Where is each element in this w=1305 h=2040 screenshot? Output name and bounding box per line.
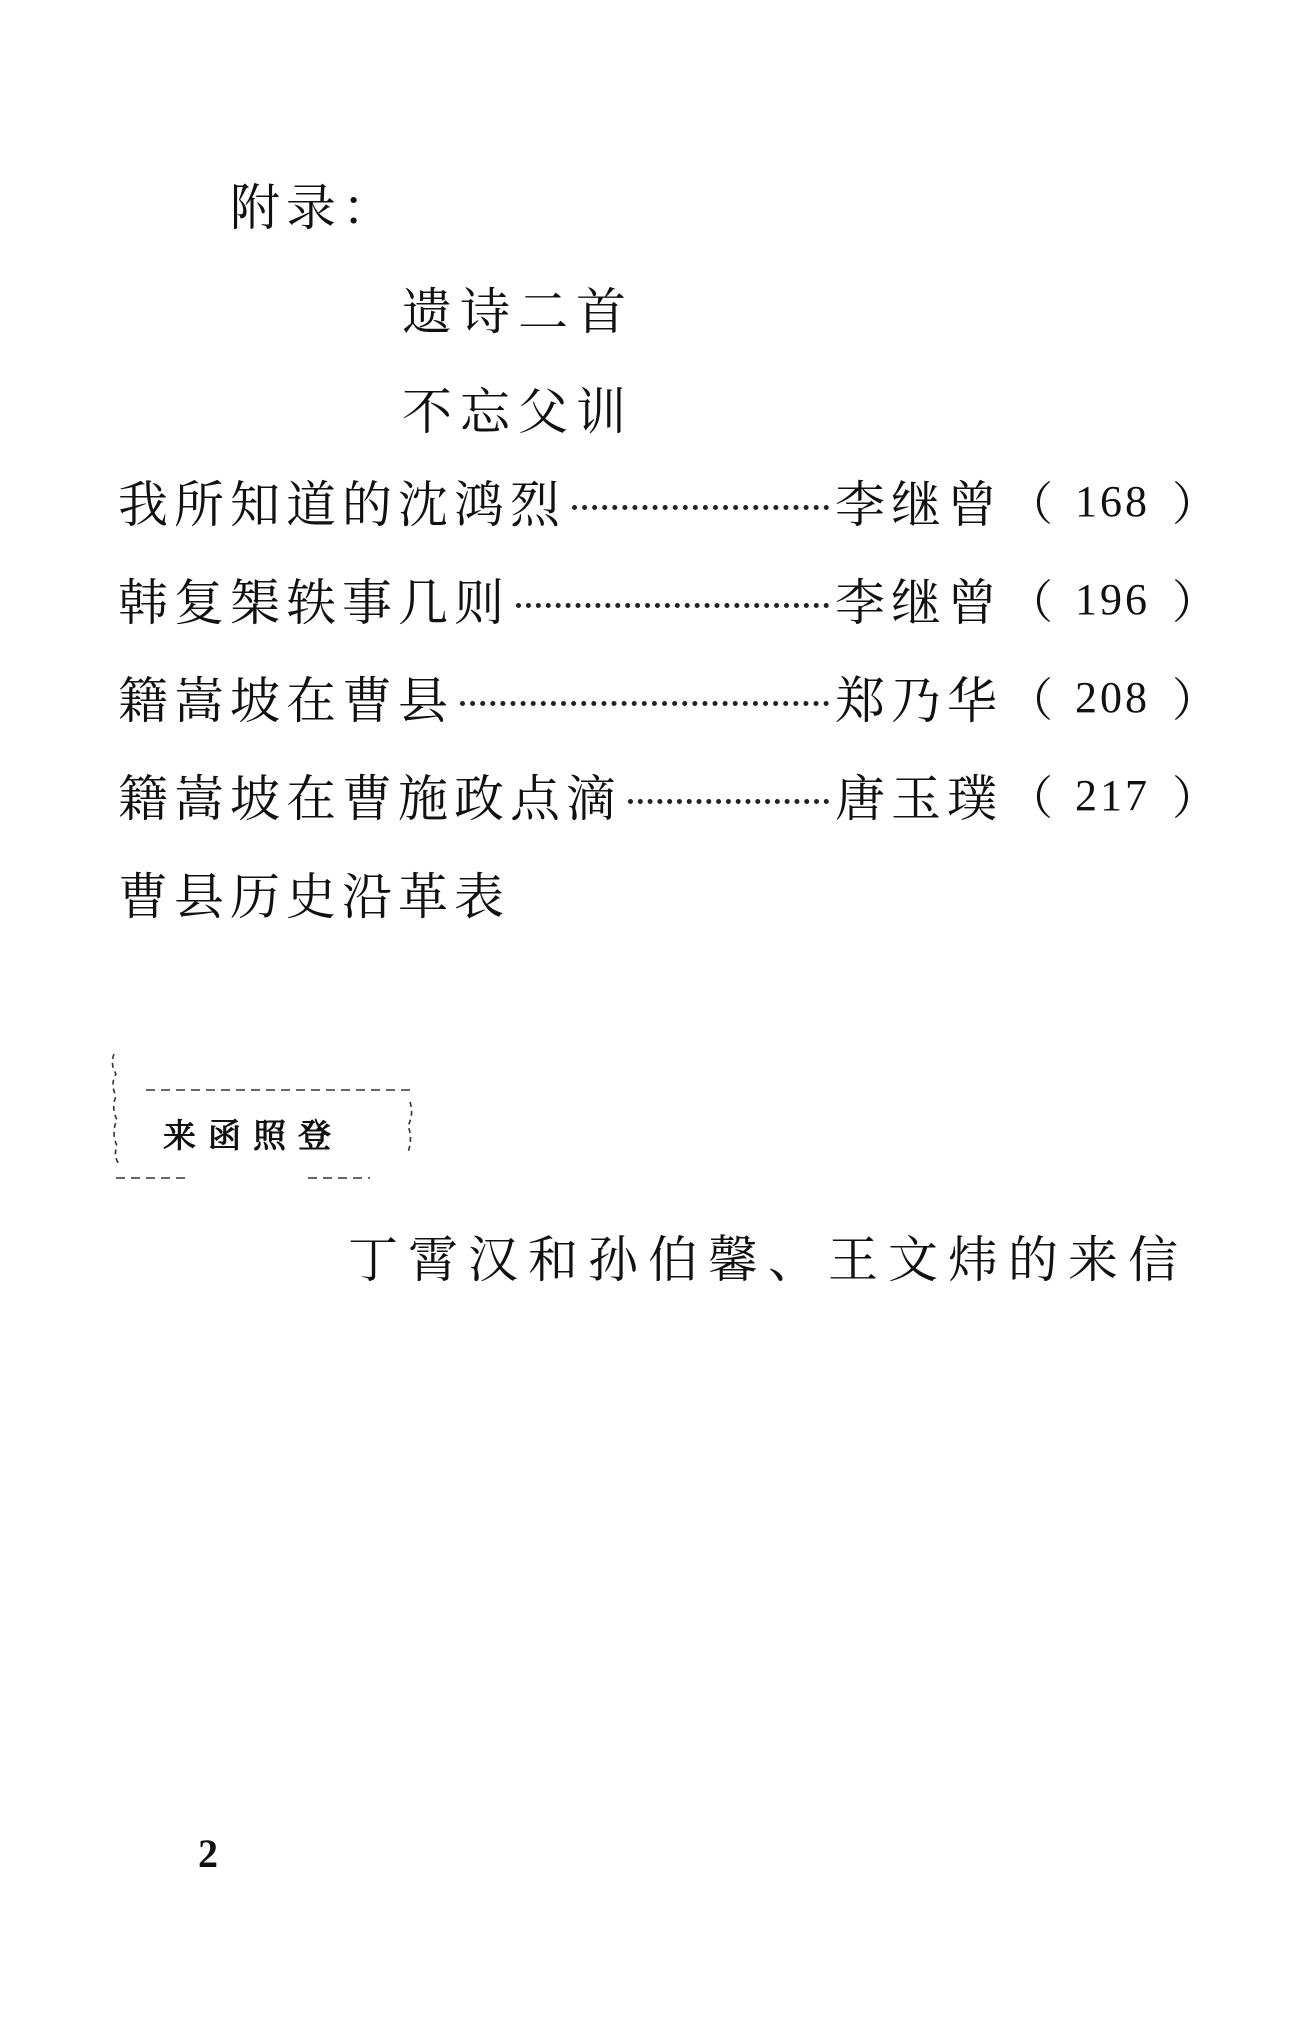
- toc-page-number: 196: [1075, 574, 1150, 624]
- toc-title: 籍嵩坡在曹县: [118, 672, 454, 730]
- dot-leader: [628, 799, 829, 804]
- toc-author: 郑乃华: [835, 672, 1003, 730]
- toc-entry: [118, 760, 1218, 830]
- toc-page-ref: [1007, 664, 1218, 730]
- letter-entry: 丁霄汉和孙伯馨、王文炜的来信: [348, 1231, 1188, 1289]
- open-paren: （: [1007, 675, 1053, 726]
- toc-page-number: 168: [1075, 476, 1150, 526]
- toc-author: 唐玉璞: [835, 770, 1003, 828]
- close-paren: ）: [1172, 577, 1218, 628]
- dot-leader: [572, 505, 829, 510]
- toc-author: 李继曾: [835, 476, 1003, 534]
- page-number: 2: [198, 1831, 218, 1876]
- toc-page-number: 217: [1075, 770, 1150, 820]
- close-paren: ）: [1172, 479, 1218, 530]
- open-paren: （: [1007, 577, 1053, 628]
- toc-entry: [118, 858, 1218, 928]
- toc-page-ref: [1007, 762, 1218, 828]
- toc-entry: [118, 466, 1218, 536]
- open-paren: （: [1007, 773, 1053, 824]
- toc-page-ref: [1007, 566, 1218, 632]
- toc-page-number: 208: [1075, 672, 1150, 722]
- toc-title: 我所知道的沈鸿烈: [118, 476, 566, 534]
- dot-leader: [460, 701, 829, 706]
- toc-entry: [118, 662, 1218, 732]
- dot-leader: [516, 603, 829, 608]
- toc-author: 李继曾: [835, 574, 1003, 632]
- open-paren: （: [1007, 479, 1053, 530]
- toc-page-ref: [1007, 468, 1218, 534]
- toc-title: 韩复榘轶事几则: [118, 574, 510, 632]
- section-label: 来函照登: [163, 1116, 343, 1155]
- close-paren: ）: [1172, 773, 1218, 824]
- section-label-box: [108, 1050, 420, 1182]
- appendix-item: 不忘父训: [402, 383, 634, 441]
- appendix-item: 遗诗二首: [402, 283, 634, 341]
- toc-title: 籍嵩坡在曹施政点滴: [118, 770, 622, 828]
- appendix-heading: 附录：: [230, 179, 398, 237]
- close-paren: ）: [1172, 675, 1218, 726]
- toc-title: 曹县历史沿革表: [118, 868, 510, 926]
- toc-entry: [118, 564, 1218, 634]
